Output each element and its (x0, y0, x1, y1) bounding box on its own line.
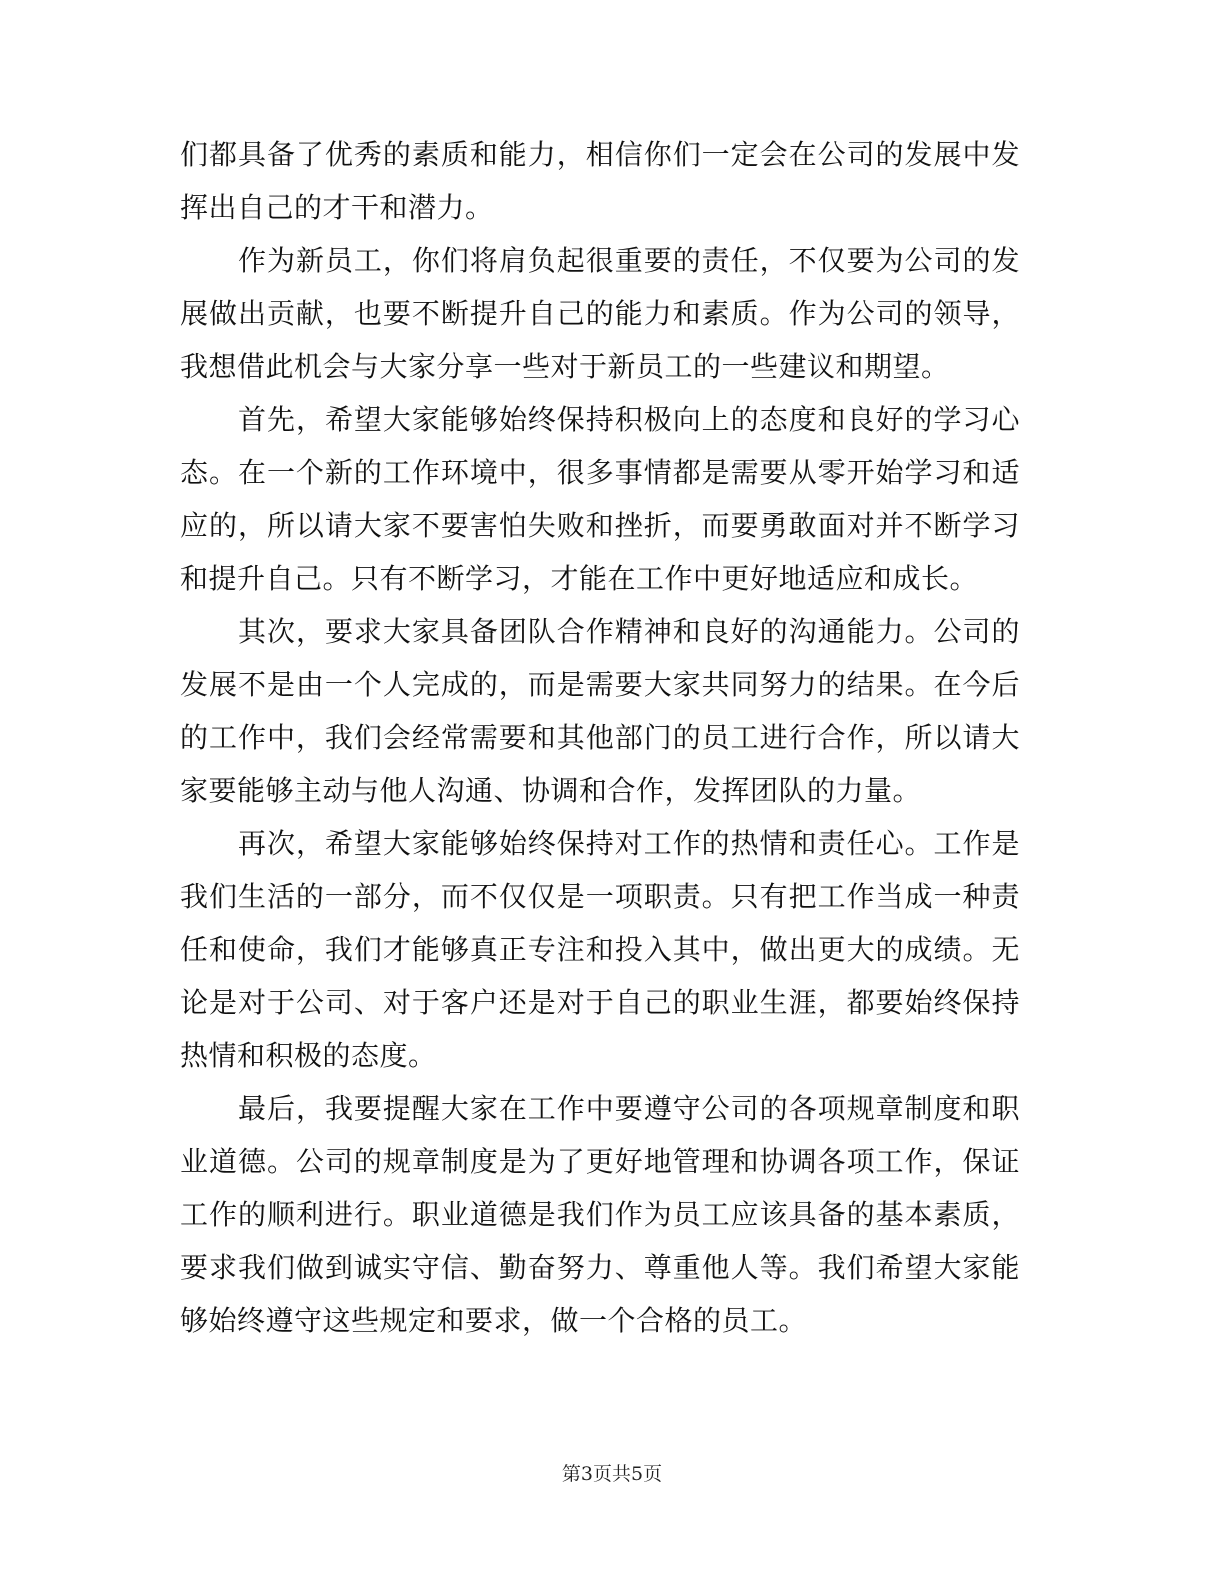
paragraph-first-attitude: 首先，希望大家能够始终保持积极向上的态度和良好的学习心态。在一个新的工作环境中，很多事情都是需要从零开始学习和适应的，所以请大家不要害怕失败和挫折，而要勇敢面对并不断学习和提升自己。只有不断学习，才能在工作中更好地适应和成长。 (180, 403, 1020, 595)
page-number-footer: 第3页共5页 (561, 1463, 663, 1485)
paragraph-continuation: 们都具备了优秀的素质和能力，相信你们一定会在公司的发展中发挥出自己的才干和潜力。 (180, 138, 1020, 224)
document-body (180, 128, 1020, 1347)
paragraph-responsibility: 作为新员工，你们将肩负起很重要的责任，不仅要为公司的发展做出贡献，也要不断提升自己的能力和素质。作为公司的领导，我想借此机会与大家分享一些对于新员工的一些建议和期望。 (180, 244, 1020, 383)
paragraph-second-teamwork: 其次，要求大家具备团队合作精神和良好的沟通能力。公司的发展不是由一个人完成的，而是需要大家共同努力的结果。在今后的工作中，我们会经常需要和其他部门的员工进行合作，所以请大家要能够主动与他人沟通、协调和合作，发挥团队的力量。 (180, 615, 1020, 807)
paragraph-last-rules: 最后，我要提醒大家在工作中要遵守公司的各项规章制度和职业道德。公司的规章制度是为了更好地管理和协调各项工作，保证工作的顺利进行。职业道德是我们作为员工应该具备的基本素质，要求我们做到诚实守信、勤奋努力、尊重他人等。我们希望大家能够始终遵守这些规定和要求，做一个合格的员工。 (180, 1092, 1020, 1337)
paragraph-third-passion: 再次，希望大家能够始终保持对工作的热情和责任心。工作是我们生活的一部分，而不仅仅是一项职责。只有把工作当成一种责任和使命，我们才能够真正专注和投入其中，做出更大的成绩。无论是对于公司、对于客户还是对于自己的职业生涯，都要始终保持热情和积极的态度。 (180, 827, 1020, 1072)
